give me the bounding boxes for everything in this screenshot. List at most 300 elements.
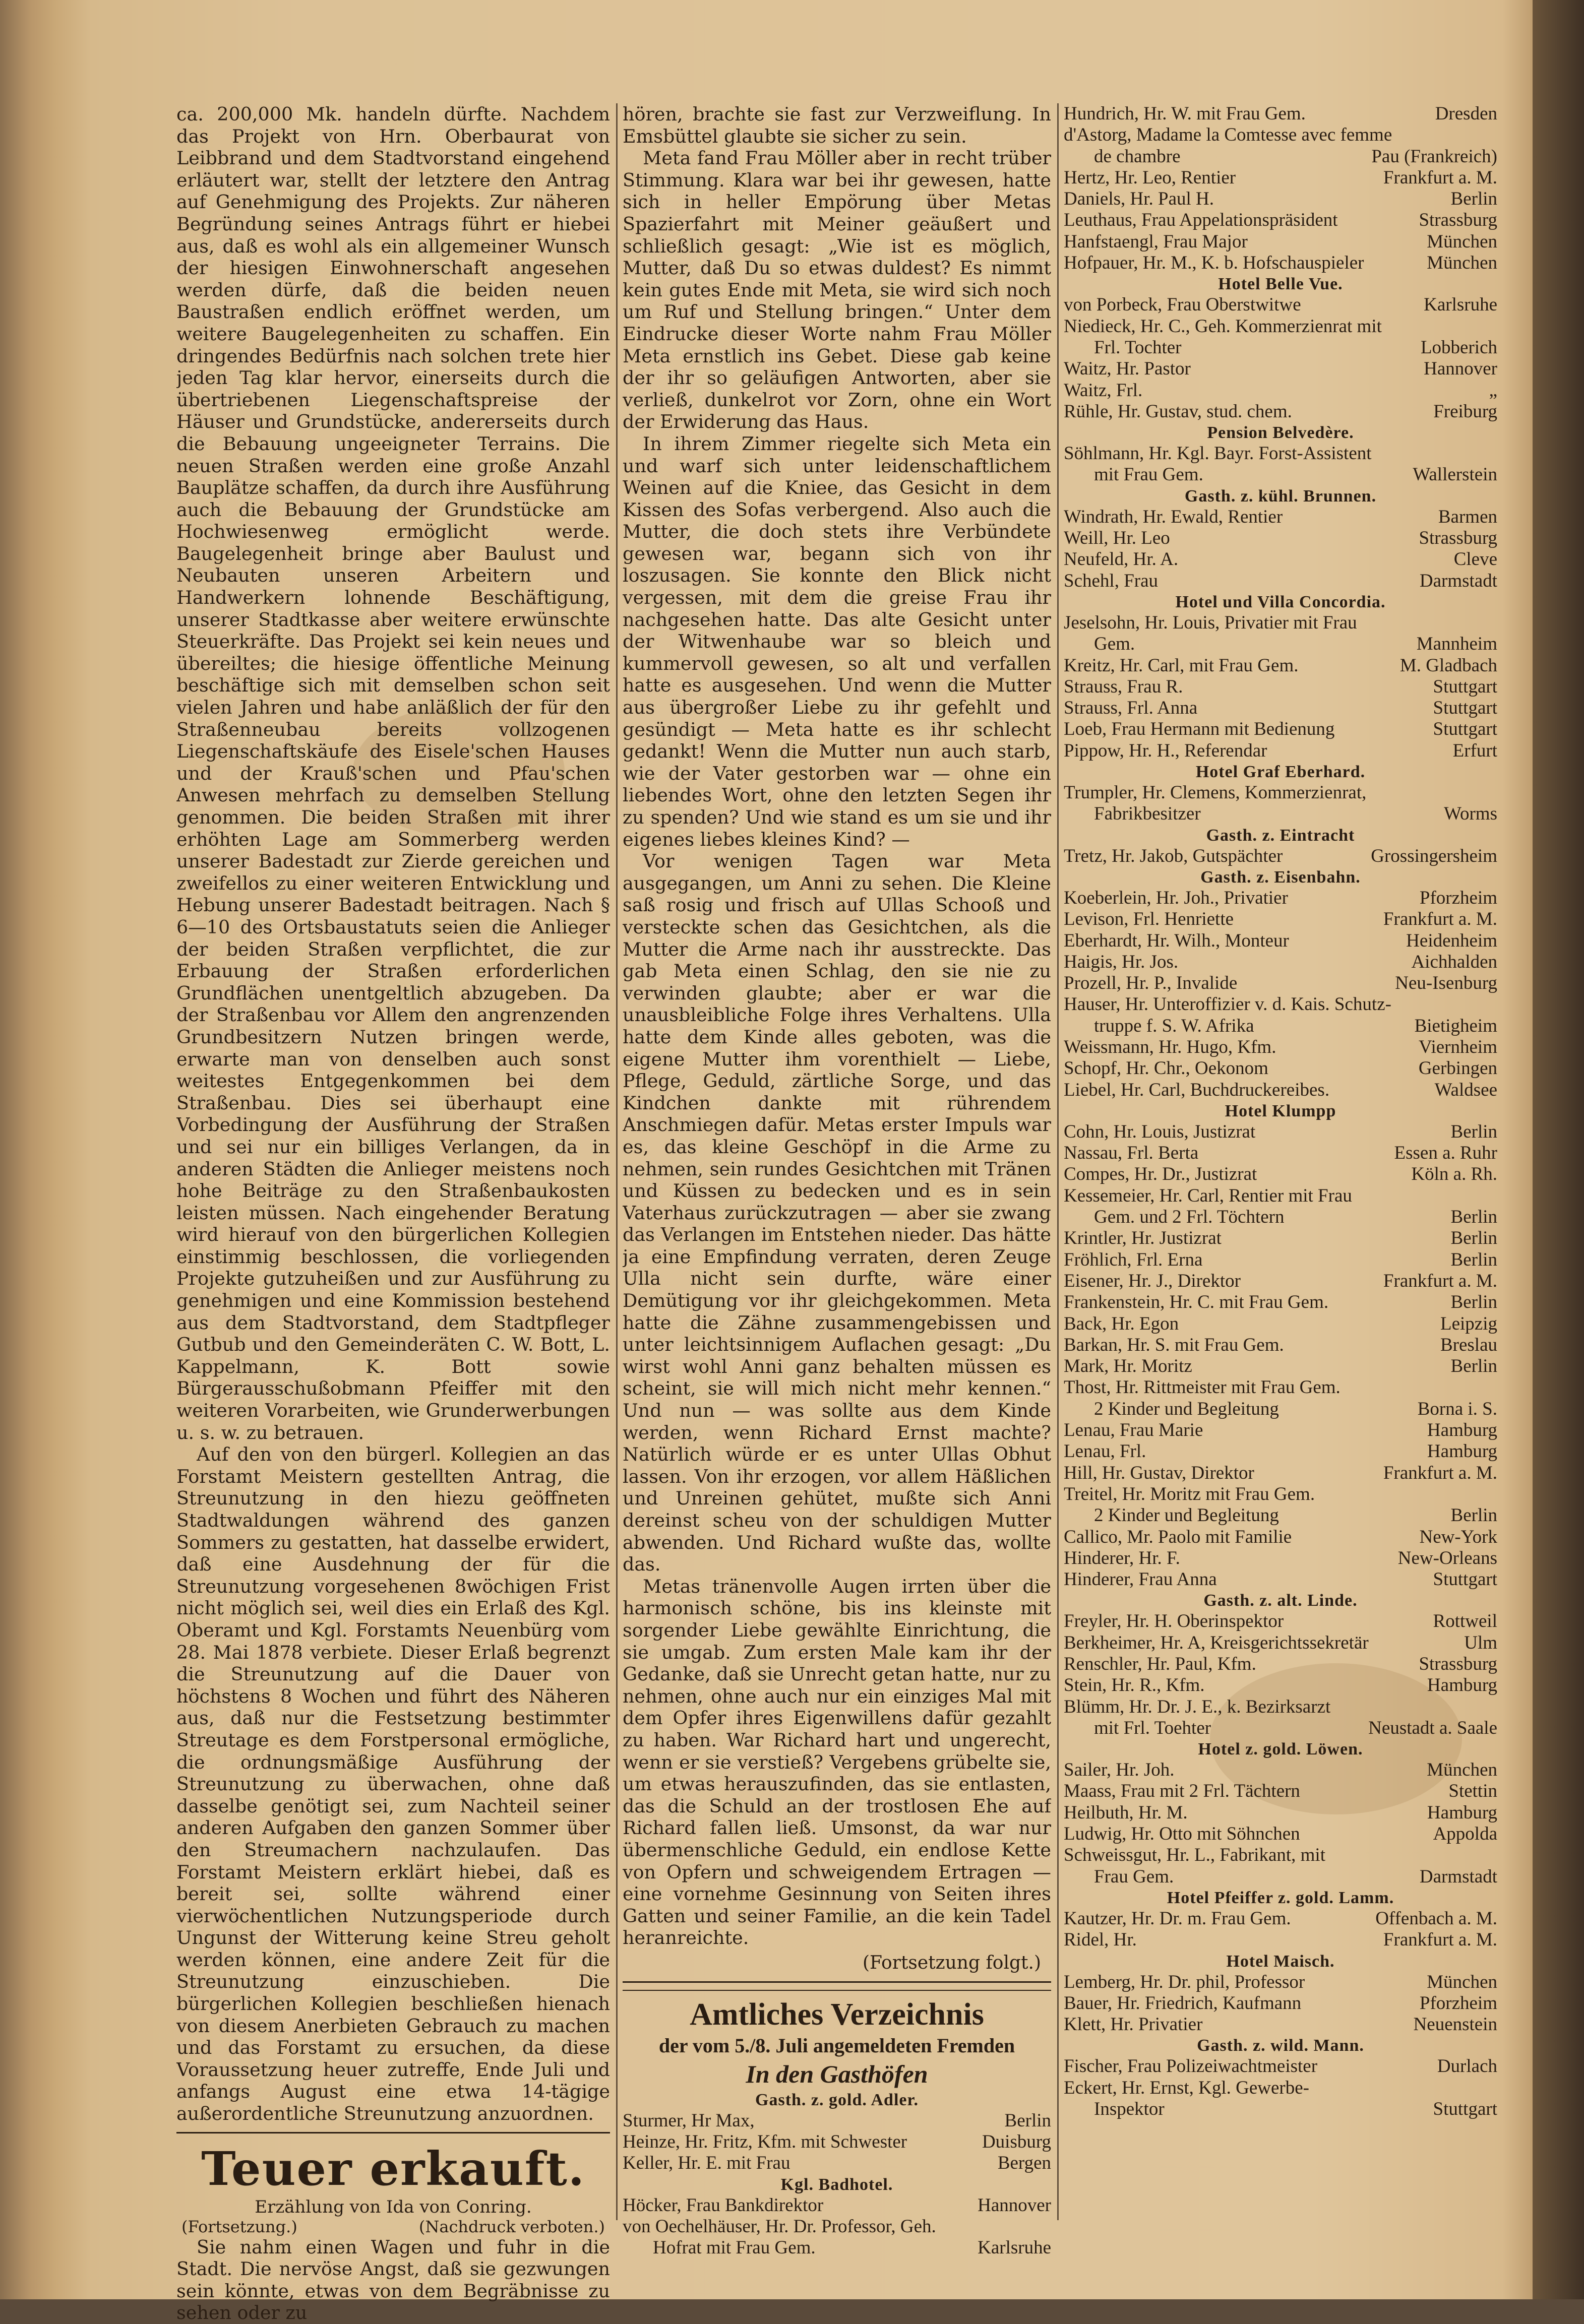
guest-name: Renschler, Hr. Paul, Kfm. [1064,1654,1256,1674]
guest-row [1064,1929,1497,1951]
guest-row [1064,210,1497,231]
book-spine [1533,0,1584,2299]
guest-name: Hofrat mit Frau Gem. [653,2237,816,2258]
guest-city: Berlin [1450,1228,1497,1249]
article-paragraph: ca. 200,000 Mk. handeln dürfte. Nachdem das Projekt von Hrn. Oberbaurat von Leibbrand und dem Stadtvorstand eingehend erläutert war, stellt der letztere den Antrag auf Genehmigung des Projekts. Zur näheren Begründung seines Antrags führt er hiebei aus, daß es wohl als ein allgemeiner Wunsch der hiesigen Einwohnerschaft angesehen werden dürfe, daß die beiden neuen Baustraßen endlich eröffnet werden, um weitere Baugelegenheiten zu schaffen. Ein dringendes Bedürfnis nach solchen trete hier jeden Tag klar hervor, einerseits durch die übertriebenen Liegenschaftspreise der Häuser und Grundstücke, andererseits durch die Bebauung ungeeigneter Terrains. Die neuen Straßen werden eine große Anzahl Bauplätze schaffen, da durch ihre Ausführung auch die Bebauung der Grundstücke am Hochwiesenweg ermöglicht werde. Baugelegenheit bringe aber Baulust und Neubauten unseren Arbeitern und Handwerkern lohnende Beschäftigung, unserer Stadtkasse aber weitere erwünschte Steuerkräfte. Das Projekt sei kein neues und übereiltes; die hiesige öffentliche Meinung beschäftige sich mit demselben schon seit vielen Jahren und habe anläßlich der für den Straßenneubau bereits vollzogenen Liegenschaftskäufe des Eisele'schen Hauses und der Krauß'schen und Pfau'schen Anwesen mehrfach zu demselben Stellung genommen. Die beiden Straßen mit ihrer erhöhten Lage am Sommerberg werden unserer Badestadt zur Zierde gereichen und zweifellos zu einer weiteren Entwicklung und Hebung unserer Badestadt beitragen. Nach § 6—10 des Ortsbaustatuts seien die Anlieger der beiden Straßen verpflichtet, die zur Erbauung der Straßen erforderlichen Grundflächen unentgeltlich abzugeben. Da der Straßenbau vor Allem den angrenzenden Grundbesitzern Nutzen bringen werde, erwarte man von denselben auch sonst weitestes Entgegenkommen bei dem Straßenbau. Dies sei überhaupt eine Vorbedingung der Ausführung der Straßen und sei nur ein billiges Verlangen, da in anderen Städten die Anlieger meistens noch hohe Beiträge zu den Straßenbaukosten leisten müssen. Nach eingehender Beratung wird hierauf von den bürgerlichen Kollegien einstimmig beschlossen, die vorliegenden Projekte gutzuheißen und zur Ausführung zu genehmigen und eine Kommission bestehend aus dem Stadtvorstand, dem Stadtpfleger Gutbub und den Gemeinderäten C. W. Bott, L. Kappelmann, K. Bott sowie Bürgerausschußobmann Pfeiffer mit den weiteren Vorarbeiten, wie Grunderwerbungen u. s. w. zu betrauen. [176,103,610,1443]
guest-name: Treitel, Hr. Moritz mit Frau Gem. [1064,1483,1315,1504]
guest-row [1064,1632,1497,1654]
guest-row [1064,1292,1497,1313]
guest-row [1064,1824,1497,1845]
guest-row [1064,167,1497,189]
story-rights: (Nachdruck verboten.) [418,2217,605,2236]
guest-row [1064,612,1497,634]
guest-name: Lenau, Frl. [1064,1441,1146,1462]
guest-row [1064,1569,1497,1590]
guest-row [1064,719,1497,740]
guest-city: Neuenstein [1413,2014,1497,2035]
guest-city: Rottweil [1433,1611,1497,1632]
guest-name: Callico, Mr. Paolo mit Familie [1064,1526,1292,1547]
guest-name: Gem. [1094,634,1135,655]
hotel-heading: Kgl. Badhotel. [780,2175,893,2194]
continued-note: (Fortsetzung folgt.) [863,1952,1041,1973]
guest-row [1064,1016,1497,1037]
guest-name: Back, Hr. Egon [1064,1313,1179,1334]
guest-row [1064,1697,1497,1718]
guest-city: Bergen [997,2153,1051,2174]
guest-name: Frl. Tochter [1094,337,1182,358]
guest-row [1064,740,1497,762]
section-divider [623,1990,1051,1991]
guest-name: Fischer, Frau Polizeiwachtmeister [1064,2056,1318,2077]
guest-city: Grossingersheim [1371,845,1497,866]
guest-city: Erfurt [1452,740,1497,761]
guest-row [1064,1802,1497,1824]
guest-name: Schopf, Hr. Chr., Oekonom [1064,1058,1268,1079]
guest-name: Keller, Hr. E. mit Frau [623,2153,790,2174]
guest-city: Stuttgart [1433,1569,1497,1590]
story-paragraph: Metas tränenvolle Augen irrten über die harmonisch schöne, bis ins kleinste mit sorgender Liebe gewählte Einrichtung, die sie umgab. Zum ersten Male kam ihr der Gedanke, daß sie Unrecht getan hatte, nur zu nehmen, ohne auch nur ein einziges Mal mit dem Opfer ihres Eigenwillens dafür gezahlt zu haben. War Richard hart und ungerecht, wenn er sie verstieß? Vergebens grübelte sie, um etwas herauszufinden, das sie entlasten, das die Schuld an der trostlosen Ehe auf Richard fallen ließ. Umsonst, da war nur übermenschliche Geduld, ein endlose Kette von Opfern und schweigendem Ertragen — eine vornehme Gesinnung von Seiten ihres Gatten und seiner Familie, an die kein Tadel heranreichte. [623,1575,1051,1949]
guest-row [1064,380,1497,401]
guest-city: Stuttgart [1433,2099,1497,2120]
guest-city: Hamburg [1427,1441,1497,1462]
guest-row [1064,1037,1497,1058]
guest-row [1064,1207,1497,1228]
guest-city: Frankfurt a. M. [1383,1270,1497,1291]
guest-city [1492,1377,1497,1398]
guest-city: Hamburg [1427,1420,1497,1441]
register-section: In den Gasthöfen [746,2059,928,2088]
guest-name: Hinderer, Hr. F. [1064,1547,1180,1568]
guest-name: Koeberlein, Hr. Joh., Privatier [1064,887,1288,908]
guest-name: d'Astorg, Madame la Comtesse avec femme [1064,124,1392,146]
register-subtitle: der vom 5./8. Juli angemeldeten Fremden [658,2034,1015,2057]
column-2 [623,103,1051,2259]
guest-row [1064,846,1497,867]
guest-name: 2 Kinder und Begleitung [1094,1398,1279,1419]
guest-city: Pforzheim [1419,887,1497,908]
guest-city: Hannover [1424,358,1497,380]
hotel-heading: Hotel und Villa Concordia. [1175,592,1386,611]
guest-row [1064,655,1497,676]
guest-city: Berlin [1450,1505,1497,1526]
guest-city: Breslau [1440,1334,1497,1355]
guest-name: Prozell, Hr. P., Invalide [1064,973,1238,994]
hotel-heading: Hotel Pfeiffer z. gold. Lamm. [1167,1888,1394,1907]
hotel-heading: Gasth. z. kühl. Brunnen. [1184,486,1377,506]
guest-city: Berlin [1004,2110,1051,2131]
guest-city: Gerbingen [1418,1058,1497,1079]
guest-name: Fröhlich, Frl. Erna [1064,1249,1203,1270]
guest-name: Kreitz, Hr. Carl, mit Frau Gem. [1064,655,1299,676]
guest-city: Freiburg [1433,401,1497,422]
article-paragraph: Auf den von den bürgerl. Kollegien an das Forstamt Meistern gestellten Antrag, die Streunutzung in den hiezu geöffneten Stadtwaldungen während des ganzen Sommers zu gestatten, hat dasselbe erwidert, daß eine Ausdehnung der für die Streunutzung vorgesehenen 8wöchigen Frist nicht möglich sei, weil dies ein Erlaß des Kgl. Oberamt und Kgl. Forstamts Neuenbürg vom 28. Mai 1878 verbiete. Dieser Erlaß begrenzt die Streunutzung auf die Dauer von höchstens 8 Wochen und führt des Näheren aus, daß nur die Festsetzung bestimmter Streutage es dem Forstpersonal ermögliche, die ordnungsmäßige Ausführung der Streunutzung zu überwachen, ohne daß dasselbe genötigt sei, zum Nachteil seiner anderen Aufgaben den ganzen Sommer über den Streumachern nachzulaufen. Das Forstamt Meistern erklärt hiebei, daß es bereit sei, sollte während einer vierwöchentlichen Nutzungsperiode durch Ungunst der Witterung keine Streu geholt werden können, eine andere Zeit für die Streunutzung einzuschieben. Die bürgerlichen Kollegien beschließen hienach von diesem Anerbieten Gebrauch zu machen und das Forstamt zu ersuchen, da diese Voraussetzung heuer zutreffe, Ende Juli und anfangs August eine etwa 14-tägige außerordentliche Streunutzung anzuordnen. [176,1443,610,2125]
guest-city: Waldsee [1434,1079,1497,1100]
story-title: Teuer erkauft. [201,2141,585,2196]
guest-name: Weissmann, Hr. Hugo, Kfm. [1064,1036,1276,1057]
story-paragraph: hören, brachte sie fast zur Verzweiflung. In Emsbüttel glaubte sie sicher zu sein. [623,103,1051,147]
guest-city: Stuttgart [1433,719,1497,740]
guest-name: Loeb, Frau Hermann mit Bedienung [1064,719,1335,740]
guest-name: Lemberg, Hr. Dr. phil, Professor [1064,1971,1305,1992]
guest-row [1064,1399,1497,1420]
guest-row [1064,676,1497,698]
guest-city: Leipzig [1440,1313,1497,1334]
guest-city: Stuttgart [1433,698,1497,719]
guest-name: von Oechelhäuser, Hr. Dr. Professor, Geh. [623,2216,936,2237]
guest-city: Essen a. Ruhr [1394,1143,1497,1164]
guest-city: München [1427,1971,1497,1992]
guest-city: Barmen [1438,506,1497,527]
guest-city: Frankfurt a. M. [1383,909,1497,930]
guest-name: Ludwig, Hr. Otto mit Söhnchen [1064,1824,1300,1845]
guest-row [623,2110,1051,2131]
guest-row [1064,930,1497,952]
guest-name: Inspektor [1094,2099,1165,2120]
guest-city: Bietigheim [1414,1015,1497,1036]
guest-city: Hamburg [1427,1675,1497,1696]
guest-row [1064,316,1497,337]
guest-city: München [1427,231,1497,252]
guest-name: Berkheimer, Hr. A, Kreisgerichtssekretär [1064,1632,1369,1653]
guest-row [1064,1845,1497,1866]
hotel-heading: Pension Belvedère. [1207,423,1354,443]
guest-name: Ridel, Hr. [1064,1929,1137,1951]
story-paragraph: Vor wenigen Tagen war Meta ausgegangen, um Anni zu sehen. Die Kleine saß rosig und frisch auf Ullas Schooß und versteckte schen das Gesichtchen, als die Mutter die Arme nach ihr ausstreckte. Das gab Meta einen Schlag, den sie nie zu verwinden glaubte; aber er war die unausbleibliche Folge ihres Verhaltens. Ulla hatte dem Kinde alles geboten, was die eigene Mutter ihm vorenthielt — Liebe, Pflege, Geduld, zärtliche Sorge, und das Kindchen dankte mit rührendem Anschmiegen dafür. Metas erster Impuls war es, das kleine Geschöpf in die Arme zu nehmen, sein rundes Gesichtchen mit Tränen und Küssen zu bedecken und es in sein Vaterhaus zurückzutragen — aber sie zwang das Verlangen im Entstehen nieder. Das hätte ja eine Empfindung verraten, deren Zeuge Ulla nicht sein durfte, wäre einer Demütigung vor ihr gleichgekommen. Meta hatte die Zähne zusammengebissen und unter leichtsinnigem Auflachen gesagt: „Du wirst wohl Anni ganz behalten müssen es scheint, sie will mich nicht mehr kennen.“ Und nun — was sollte aus dem Kinde werden, wenn Richard Ernst machte? Natürlich würde er es unter Ullas Obhut lassen. Von ihr erzogen, vor allem Häßlichen und Unreinen gehütet, mußte sich Anni dereinst scheu von der schuldigen Mutter abwenden. Und Richard wußte das, wollte das. [623,850,1051,1576]
guest-row [1064,443,1497,464]
guest-name: Gem. und 2 Frl. Töchtern [1094,1207,1285,1228]
guest-name: Trumpler, Hr. Clemens, Kommerzienrat, [1064,782,1367,803]
guest-row [1064,464,1497,485]
guest-row [1064,1228,1497,1249]
guest-city: Pau (Frankreich) [1371,146,1497,167]
column-rule [1057,103,1059,2220]
guest-city: Strassburg [1419,1654,1497,1674]
guest-name: Schehl, Frau [1064,570,1159,591]
guest-row [1064,1972,1497,1993]
guest-city: Viernheim [1418,1036,1497,1057]
guest-row [1064,358,1497,380]
guest-city: Karlsruhe [978,2237,1051,2258]
guest-city [1492,1484,1497,1505]
guest-row [1064,571,1497,592]
guest-city: Heidenheim [1406,930,1497,951]
guest-city: Dresden [1435,103,1497,124]
guest-city: Worms [1444,803,1497,825]
guest-name: Cohn, Hr. Louis, Justizrat [1064,1121,1256,1142]
guest-name: de chambre [1094,146,1181,167]
guest-city: Aichhalden [1411,951,1497,972]
guest-name: Schweissgut, Hr. L., Fabrikant, mit [1064,1845,1325,1866]
guest-row [1064,337,1497,358]
guest-city: Pforzheim [1419,1992,1497,2014]
hotel-heading: Hotel Klumpp [1225,1101,1336,1120]
guest-city: Berlin [1450,189,1497,210]
guest-name: Fabrikbesitzer [1094,803,1201,825]
guest-row [1064,549,1497,570]
guest-name: Leuthaus, Frau Appelationspräsident [1064,210,1338,231]
guest-name: Höcker, Frau Bankdirektor [623,2194,824,2216]
guest-city: M. Gladbach [1399,655,1497,676]
guest-name: Strauss, Frl. Anna [1064,698,1198,719]
guest-city: Hamburg [1427,1802,1497,1823]
story-continuation: (Fortsetzung.) [181,2217,297,2236]
guest-city [1492,1185,1497,1207]
guest-name: Neufeld, Hr. A. [1064,549,1179,570]
guest-name: Krintler, Hr. Justizrat [1064,1228,1222,1249]
guest-row [1064,146,1497,167]
guest-city: „ [1489,380,1497,401]
guest-row [1064,1185,1497,1207]
guest-row [1064,294,1497,316]
guest-row [1064,909,1497,930]
guest-name: Hofpauer, Hr. M., K. b. Hofschauspieler [1064,253,1364,274]
story-paragraph: In ihrem Zimmer riegelte sich Meta ein und warf sich unter leidenschaftlichem Weinen auf die Kniee, das Gesicht in dem Kissen des Sofas verbergend. Also auch die Mutter, die doch stets ihre Verbündete gewesen war, begann sich von ihr loszusagen. Sie konnte den Blick nicht vergessen, mit dem die greise Frau ihr nachgesehen hatte. Das alte Gesicht unter der Witwenhaube war so bleich und kummervoll gewesen, so alt und verfallen hatte es ausgesehen. Und wenn die Mutter aus übergroßer Liebe zu ihr gefehlt und gesündigt — Meta hatte es ihr schlecht gedankt! Wenn die Mutter nun auch starb, wie der Vater gestorben war — ohne ein liebendes Wort, ohne den letzten Segen ihr zu spenden? Und wie stand es um sie und ihr eigenes liebes kleines Kind? — [623,432,1051,850]
guest-name: Tretz, Hr. Jakob, Gutspächter [1064,845,1283,866]
guest-name: Söhlmann, Hr. Kgl. Bayr. Forst-Assistent [1064,443,1372,464]
guest-name: Liebel, Hr. Carl, Buchdruckereibes. [1064,1079,1330,1100]
guest-name: Weill, Hr. Leo [1064,528,1170,549]
guest-name: Sturmer, Hr Max, [623,2110,755,2131]
guest-row [1064,1654,1497,1675]
guest-city: Stuttgart [1433,676,1497,697]
guest-city: Ulm [1464,1632,1497,1653]
guest-city: Frankfurt a. M. [1383,1929,1497,1951]
guest-name: Niedieck, Hr. C., Geh. Kommerzienrat mit [1064,316,1382,337]
section-divider [623,1981,1051,1983]
guest-name: Hill, Hr. Gustav, Direktor [1064,1462,1254,1483]
guest-city [1492,1845,1497,1866]
guest-city: Wallerstein [1413,464,1497,485]
guest-city: Neustadt a. Saale [1368,1717,1497,1738]
guest-name: Hinderer, Frau Anna [1064,1569,1217,1590]
section-divider [176,2132,610,2133]
guest-row [1064,253,1497,274]
guest-name: Klett, Hr. Privatier [1064,2014,1203,2035]
column-rule [616,103,618,2220]
guest-city [1492,2078,1497,2099]
guest-row [1064,189,1497,210]
guest-row [1064,1121,1497,1143]
guest-name: mit Frl. Toehter [1094,1717,1211,1738]
guest-city: Berlin [1450,1356,1497,1377]
guest-name: Eberhardt, Hr. Wilh., Monteur [1064,930,1289,951]
guest-city: Hannover [978,2194,1051,2216]
guest-city: Offenbach a. M. [1375,1908,1497,1929]
guest-name: truppe f. S. W. Afrika [1094,1015,1254,1036]
guest-name: Pippow, Hr. H., Referendar [1064,740,1267,761]
guest-city: Lobberich [1420,337,1497,358]
guest-name: Compes, Hr. Dr., Justizrat [1064,1164,1257,1185]
guest-row [623,2237,1051,2258]
guest-row [1064,2056,1497,2077]
guest-city [1492,782,1497,803]
guest-city: Strassburg [1419,210,1497,231]
guest-row [623,2153,1051,2174]
guest-city: Karlsruhe [1424,294,1497,316]
guest-name: Hertz, Hr. Leo, Rentier [1064,167,1236,188]
guest-row [1064,1164,1497,1185]
guest-name: Blümm, Hr. Dr. J. E., k. Bezirksarzt [1064,1696,1331,1717]
hotel-heading: Hotel z. gold. Löwen. [1198,1740,1363,1759]
guest-city: Borna i. S. [1417,1398,1497,1419]
guest-name: Stein, Hr. R., Kfm. [1064,1675,1205,1696]
guest-name: Rühle, Hr. Gustav, stud. chem. [1064,401,1292,422]
guest-row [1064,1377,1497,1398]
guest-name: Kautzer, Hr. Dr. m. Frau Gem. [1064,1908,1291,1929]
guest-city: München [1427,253,1497,274]
guest-name: Freyler, Hr. H. Oberinspektor [1064,1611,1284,1632]
guest-name: Sailer, Hr. Joh. [1064,1760,1175,1781]
hotel-heading: Hotel Belle Vue. [1218,275,1343,294]
column-3 [1064,103,1497,2120]
guest-row [1064,103,1497,124]
guest-city: Stettin [1448,1781,1497,1802]
guest-row [1064,973,1497,994]
guest-name: Eisener, Hr. J., Direktor [1064,1270,1241,1291]
register-title: Amtliches Verzeichnis [690,1997,984,2032]
guest-groups [623,2090,1051,2259]
guest-name: Nassau, Frl. Berta [1064,1143,1199,1164]
guest-city [1492,124,1497,146]
guest-row [1064,1335,1497,1356]
guest-row [1064,888,1497,909]
guest-name: Lenau, Frau Marie [1064,1420,1203,1441]
guest-city: Duisburg [982,2131,1051,2153]
guest-city [1492,612,1497,634]
guest-city: New-Orleans [1397,1547,1497,1568]
guest-row [1064,1484,1497,1505]
hotel-heading: Gasth. z. alt. Linde. [1203,1591,1358,1610]
guest-name: Waitz, Hr. Pastor [1064,358,1191,380]
guest-city [1492,443,1497,464]
guest-row [623,2131,1051,2153]
guest-city: Berlin [1450,1292,1497,1313]
guest-name: Hundrich, Hr. W. mit Frau Gem. [1064,103,1306,124]
guest-city: Berlin [1450,1121,1497,1142]
guest-groups [1064,103,1497,2120]
guest-row [1064,2014,1497,2035]
guest-row [1064,952,1497,973]
column-1 [176,103,610,2324]
guest-row [1064,1527,1497,1548]
guest-name: Eckert, Hr. Ernst, Kgl. Gewerbe- [1064,2077,1309,2098]
guest-city [1046,2216,1051,2237]
guest-city: München [1427,1760,1497,1781]
guest-row [1064,2099,1497,2120]
guest-name: Frankenstein, Hr. C. mit Frau Gem. [1064,1292,1329,1313]
guest-name: Waitz, Frl. [1064,380,1143,401]
guest-row [1064,1441,1497,1462]
guest-row [1064,1781,1497,1802]
guest-city: Mannheim [1416,634,1497,655]
story-subtitle: Erzählung von Ida von Conring. [255,2196,532,2217]
guest-row [1064,994,1497,1015]
guest-row [1064,1675,1497,1696]
guest-row [1064,2078,1497,2099]
guest-name: Mark, Hr. Moritz [1064,1356,1192,1377]
guest-city: Appolda [1433,1824,1497,1845]
guest-city: Frankfurt a. M. [1383,167,1497,188]
guest-city: Berlin [1450,1249,1497,1270]
guest-row [1064,1760,1497,1781]
guest-row [1064,507,1497,528]
guest-name: 2 Kinder und Begleitung [1094,1505,1279,1526]
guest-city: Berlin [1450,1207,1497,1228]
hotel-heading: Gasth. z. Eisenbahn. [1200,867,1361,887]
guest-city: Darmstadt [1419,1866,1497,1887]
hotel-heading: Gasth. z. wild. Mann. [1197,2036,1364,2055]
guest-name: Levison, Frl. Henriette [1064,909,1234,930]
guest-row [1064,401,1497,422]
guest-city [1492,1697,1497,1718]
guest-row [1064,1463,1497,1484]
guest-row [1064,528,1497,549]
guest-name: Hauser, Hr. Unteroffizier v. d. Kais. Schutz- [1064,994,1391,1015]
hotel-heading: Gasth. z. Eintracht [1206,826,1355,845]
guest-row [1064,1143,1497,1164]
guest-city: Strassburg [1419,528,1497,549]
guest-row [1064,1718,1497,1739]
guest-name: Thost, Hr. Rittmeister mit Frau Gem. [1064,1377,1341,1398]
guest-name: Maass, Frau mit 2 Frl. Tächtern [1064,1781,1300,1802]
guest-row [1064,698,1497,719]
guest-row [1064,1249,1497,1271]
hotel-heading: Hotel Maisch. [1226,1952,1335,1971]
guest-row [1064,1313,1497,1335]
guest-row [623,2216,1051,2237]
guest-row [1064,1548,1497,1569]
guest-city: New-York [1419,1526,1497,1547]
guest-row [1064,1058,1497,1079]
guest-name: Frau Gem. [1094,1866,1174,1887]
guest-city: Frankfurt a. M. [1383,1462,1497,1483]
guest-row [1064,782,1497,803]
guest-row [1064,803,1497,825]
guest-name: Jeselsohn, Hr. Louis, Privatier mit Frau [1064,612,1357,633]
guest-name: Haigis, Hr. Jos. [1064,951,1179,972]
guest-name: Kessemeier, Hr. Carl, Rentier mit Frau [1064,1185,1352,1206]
story-meta [176,2217,610,2236]
guest-row [1064,124,1497,146]
guest-row [1064,1866,1497,1888]
guest-city: Darmstadt [1419,570,1497,591]
story-text: Sie nahm einen Wagen und fuhr in die Stadt. Die nervöse Angst, daß sie gezwungen sein könnte, etwas von dem Begräbnisse zu sehen oder zu [176,2236,610,2324]
guest-name: Barkan, Hr. S. mit Frau Gem. [1064,1334,1284,1355]
guest-city [1492,994,1497,1015]
guest-name: Bauer, Hr. Friedrich, Kaufmann [1064,1992,1302,2014]
guest-city: Köln a. Rh. [1411,1164,1497,1185]
story-paragraph: Meta fand Frau Möller aber in recht trüber Stimmung. Klara war bei ihr gewesen, hatte sich in heller Empörung über Metas Spazierfahrt mit Meiner geäußert und schließlich gesagt: „Wie ist es möglich, Mutter, daß Du so etwas duldest? Es nimmt kein gutes Ende mit Meta, sie wird sich noch um Ruf und Stellung bringen.“ Unter dem Eindrucke dieser Worte nahm Frau Möller Meta ernstlich ins Gebet. Diese gab keine der ihr so geläufigen Antworten, aber sie verließ, dunkelrot vor Zorn, ohne ein Wort der Erwiderung das Haus. [623,147,1051,433]
guest-name: von Porbeck, Frau Oberstwitwe [1064,294,1301,316]
guest-city: Cleve [1453,549,1497,570]
guest-row [1064,1420,1497,1441]
guest-row [1064,634,1497,655]
guest-city: Neu-Isenburg [1395,973,1497,994]
guest-row [1064,1505,1497,1526]
guest-city [1492,316,1497,337]
guest-name: mit Frau Gem. [1094,464,1203,485]
guest-row [1064,1993,1497,2014]
guest-row [1064,1908,1497,1929]
guest-name: Heinze, Hr. Fritz, Kfm. mit Schwester [623,2131,907,2153]
guest-row [1064,1356,1497,1377]
guest-name: Daniels, Hr. Paul H. [1064,189,1214,210]
guest-row [623,2195,1051,2216]
guest-name: Heilbuth, Hr. M. [1064,1802,1188,1823]
guest-name: Strauss, Frau R. [1064,676,1183,697]
guest-name: Hanfstaengl, Frau Major [1064,231,1248,252]
guest-name: Windrath, Hr. Ewald, Rentier [1064,506,1283,527]
